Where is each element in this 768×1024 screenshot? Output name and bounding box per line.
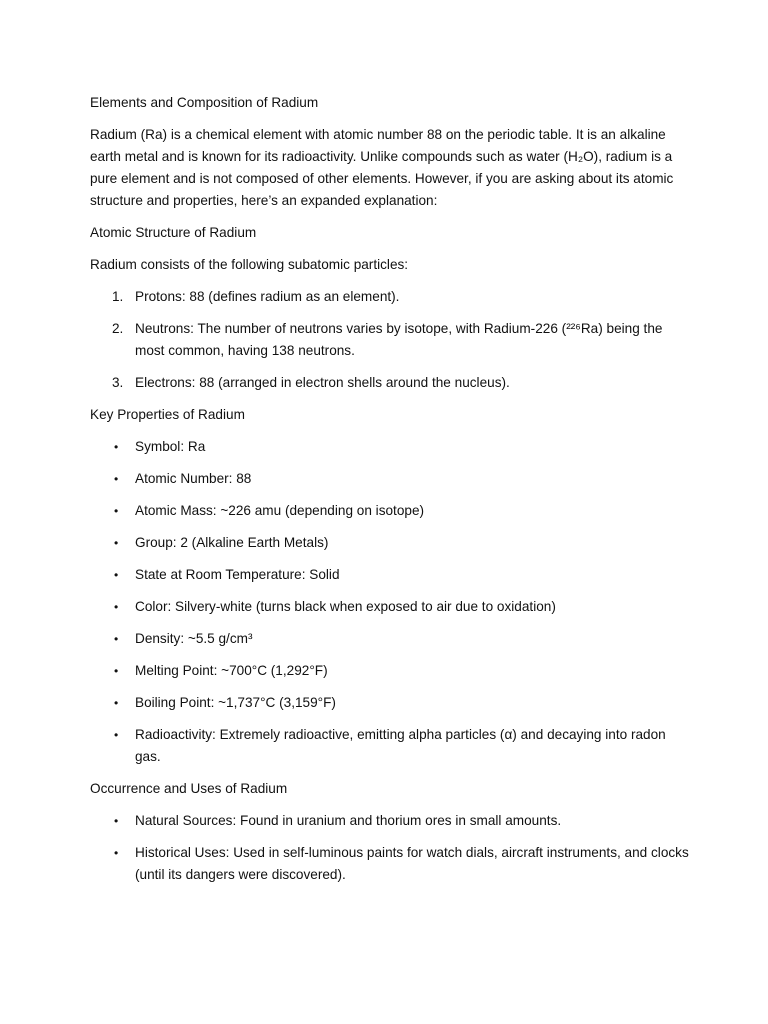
- bullet-icon: •: [114, 600, 119, 614]
- section-lead: Radium consists of the following subatomic particles:: [90, 257, 409, 272]
- list-item: [90, 810, 690, 832]
- list-item-text: Electrons: 88 (arranged in electron shells around the nucleus).: [135, 375, 510, 390]
- list-item: [90, 628, 690, 650]
- bullet-icon: •: [114, 846, 119, 860]
- bullet-icon: •: [114, 696, 119, 710]
- list-item-text: Boiling Point: ~1,737°C (3,159°F): [135, 695, 336, 710]
- list-number: 2.: [112, 321, 124, 336]
- list-item: [90, 372, 690, 394]
- list-item: [90, 660, 690, 682]
- numbered-list: [90, 286, 690, 394]
- list-item: [90, 500, 690, 522]
- list-item-text: Protons: 88 (defines radium as an element).: [135, 289, 400, 304]
- list-item-text: Natural Sources: Found in uranium and thorium ores in small amounts.: [135, 813, 562, 828]
- bullet-icon: •: [114, 536, 119, 550]
- list-item: [90, 842, 690, 886]
- list-item-text: Symbol: Ra: [135, 439, 206, 454]
- list-item-text: Radioactivity: Extremely radioactive, emitting alpha particles (α) and decaying into radon gas.: [135, 727, 666, 764]
- list-item-text: Atomic Number: 88: [135, 471, 252, 486]
- list-item-text: Melting Point: ~700°C (1,292°F): [135, 663, 328, 678]
- document-title: Elements and Composition of Radium: [90, 95, 319, 110]
- bullet-icon: •: [114, 568, 119, 582]
- section-heading-key-properties: Key Properties of Radium: [90, 407, 245, 422]
- bullet-icon: •: [114, 504, 119, 518]
- list-item: [90, 596, 690, 618]
- intro-paragraph: Radium (Ra) is a chemical element with atomic number 88 on the periodic table. It is an alkaline earth metal and is known for its radioactivity. Unlike compounds such as water (H₂O), radium is a pure element and is not composed of other elements. However, if you are asking about its atomic structure and properties, here’s an expanded explanation:: [90, 127, 674, 208]
- section-heading-atomic-structure: Atomic Structure of Radium: [90, 225, 257, 240]
- list-number: 3.: [112, 375, 124, 390]
- document-page: [90, 92, 690, 896]
- uses-list: [90, 810, 690, 886]
- list-item-text: Color: Silvery-white (turns black when exposed to air due to oxidation): [135, 599, 556, 614]
- bullet-icon: •: [114, 664, 119, 678]
- bullet-icon: •: [114, 632, 119, 646]
- list-number: 1.: [112, 289, 124, 304]
- list-item: [90, 692, 690, 714]
- bullet-icon: •: [114, 728, 119, 742]
- list-item: [90, 468, 690, 490]
- list-item-text: Neutrons: The number of neutrons varies by isotope, with Radium-226 (²²⁶Ra) being the most common, having 138 neutrons.: [135, 321, 663, 358]
- list-item: [90, 532, 690, 554]
- list-item-text: Density: ~5.5 g/cm³: [135, 631, 253, 646]
- list-item-text: State at Room Temperature: Solid: [135, 567, 340, 582]
- bullet-icon: •: [114, 472, 119, 486]
- list-item: [90, 318, 690, 362]
- list-item: [90, 564, 690, 586]
- properties-list: [90, 436, 690, 768]
- list-item-text: Group: 2 (Alkaline Earth Metals): [135, 535, 329, 550]
- list-item: [90, 286, 690, 308]
- bullet-icon: •: [114, 440, 119, 454]
- list-item: [90, 724, 690, 768]
- list-item: [90, 436, 690, 458]
- section-heading-occurrence-uses: Occurrence and Uses of Radium: [90, 781, 288, 796]
- list-item-text: Atomic Mass: ~226 amu (depending on isotope): [135, 503, 425, 518]
- bullet-icon: •: [114, 814, 119, 828]
- list-item-text: Historical Uses: Used in self-luminous paints for watch dials, aircraft instruments, and clocks (until its dangers were discovered).: [135, 845, 689, 882]
